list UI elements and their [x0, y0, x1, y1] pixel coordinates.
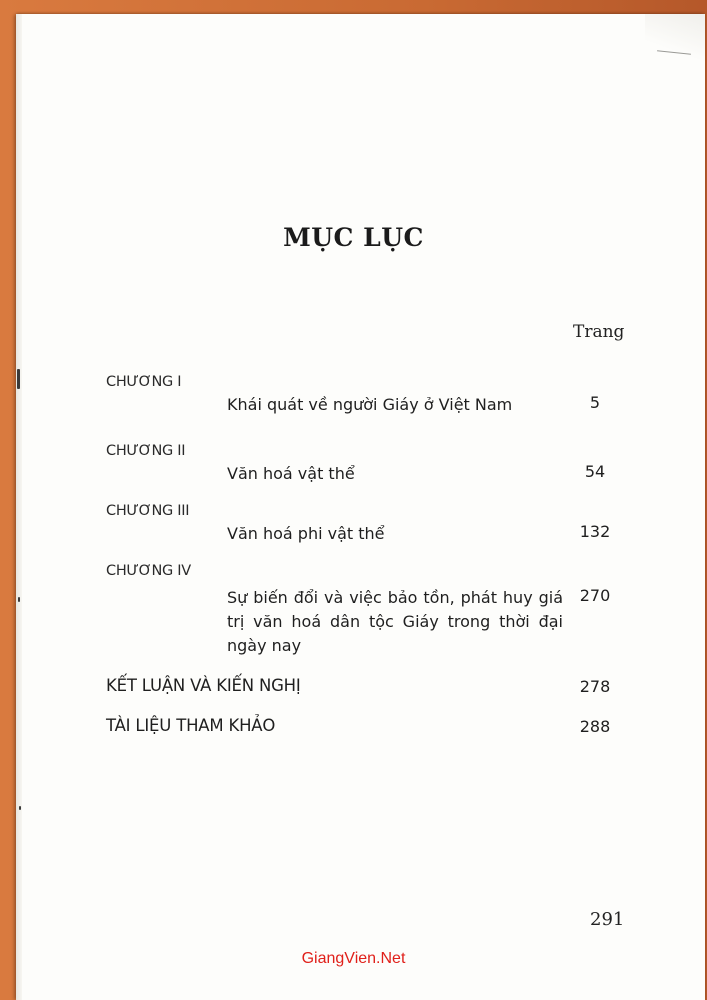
page-column-label: Trang	[573, 322, 625, 342]
chapter-title: Văn hoá phi vật thể	[227, 524, 385, 543]
chapter-title: Sự biến đổi và việc bảo tồn, phát huy giá trị văn hoá dân tộc Giáy trong thời đại ngày nay	[227, 588, 563, 655]
page-edge	[16, 14, 22, 1000]
page-folio-number: 291	[590, 909, 625, 930]
chapter-label: CHƯƠNG III	[106, 503, 190, 519]
chapter-label: CHƯƠNG IV	[106, 563, 191, 579]
scan-speck	[17, 369, 20, 389]
section-title: KẾT LUẬN VÀ KIẾN NGHỊ	[106, 676, 301, 695]
chapter-page-number: 54	[584, 462, 606, 481]
chapter-page-number: 5	[589, 393, 601, 412]
chapter-title: Văn hoá vật thể	[227, 464, 355, 483]
scan-speck	[18, 597, 20, 602]
section-page-number: 288	[579, 717, 611, 736]
chapter-label: CHƯƠNG II	[106, 443, 186, 459]
watermark-text: GiangVien.Net	[301, 950, 406, 967]
section-page-number: 278	[579, 677, 611, 696]
section-title: TÀI LIỆU THAM KHẢO	[106, 716, 276, 735]
chapter-title: Khái quát về người Giáy ở Việt Nam	[227, 395, 513, 414]
page-corner	[645, 14, 705, 62]
chapter-page-number: 270	[579, 586, 611, 605]
chapter-page-number: 132	[579, 522, 611, 541]
scan-speck	[19, 806, 21, 810]
chapter-label: CHƯƠNG I	[106, 374, 182, 390]
toc-heading: MỤC LỤC	[283, 223, 424, 252]
